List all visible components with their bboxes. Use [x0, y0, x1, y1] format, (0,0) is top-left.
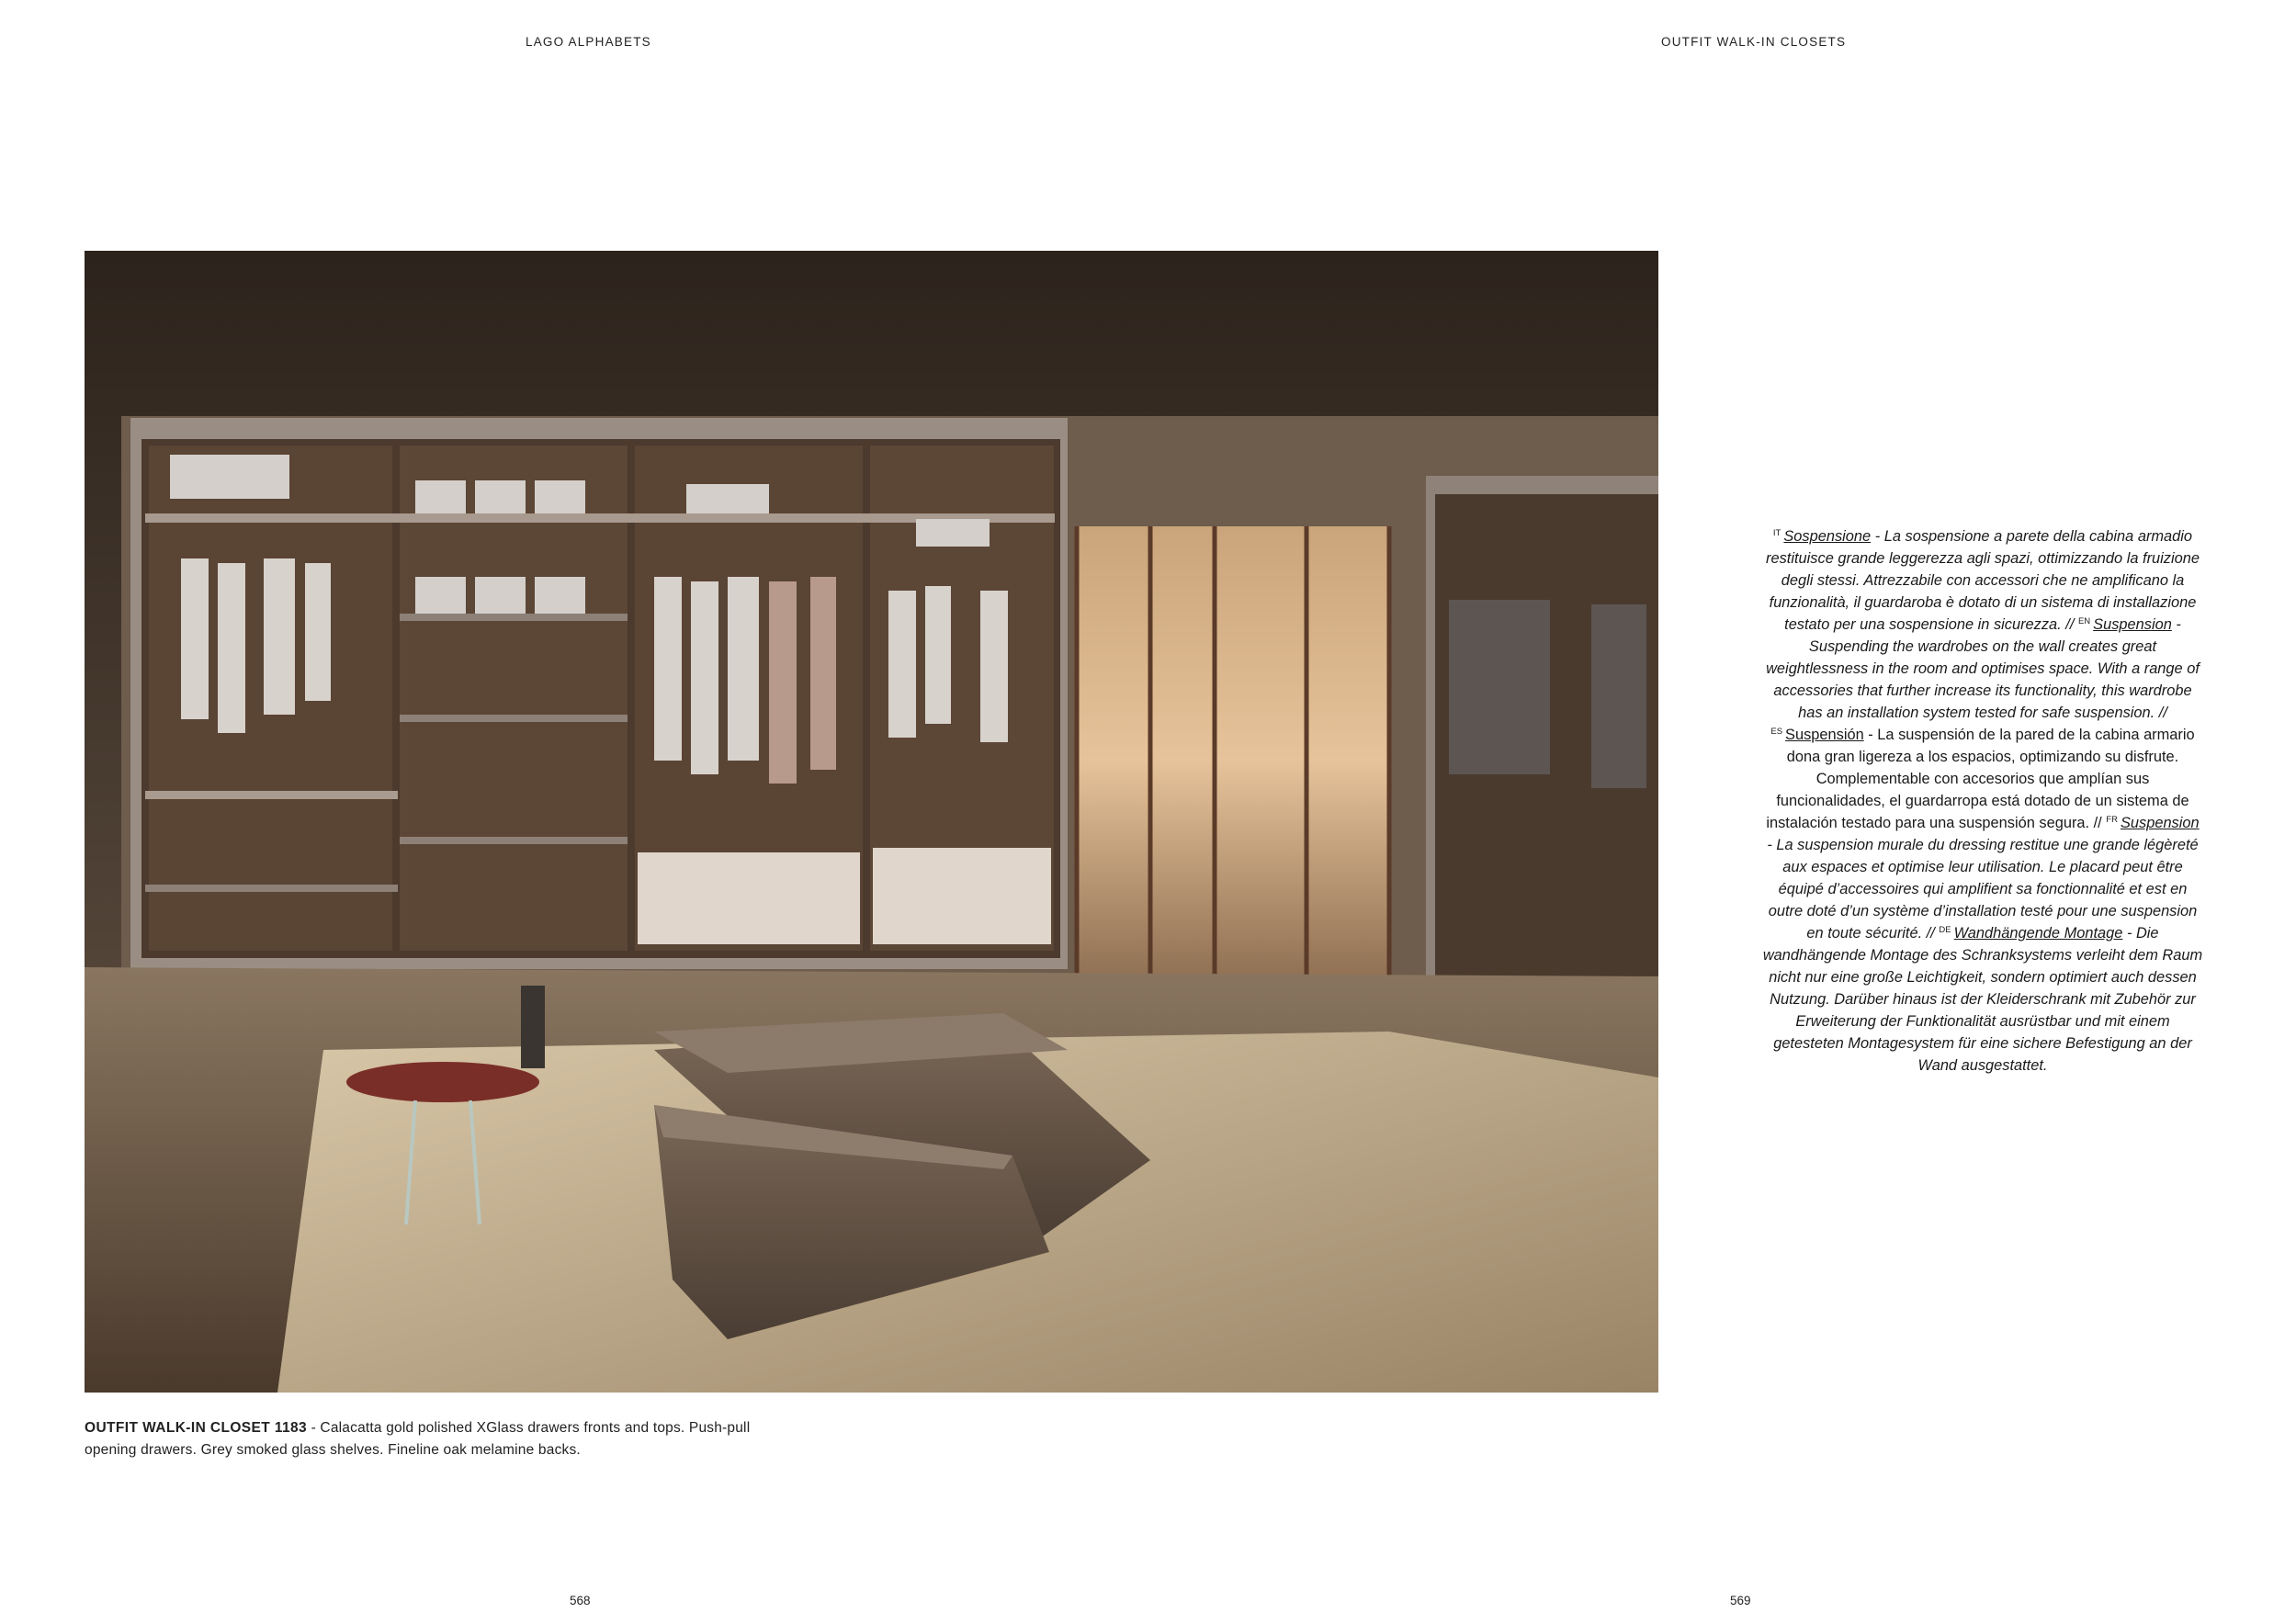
text-fr: - La suspension murale du dressing restitue une grande légèreté aux espaces et optimise leur utilisation. Le placard peut être équipé d’accessoires qui amplifient sa fonctionnalité et est en outre doté d’un système d’installation testé pour une suspension en toute sécurité. //: [1767, 837, 2199, 942]
keyword-fr: Suspension: [2120, 815, 2200, 831]
lang-code-it: IT: [1772, 528, 1781, 538]
page-number-right: 569: [1730, 1594, 1751, 1607]
round-table: [346, 1062, 539, 1102]
lang-code-en: EN: [2077, 616, 2091, 626]
drawer-front: [638, 852, 860, 944]
photo-caption: [85, 1417, 783, 1461]
text-de: - Die wandhängende Montage des Schranksystems verleiht dem Raum nicht nur eine große Leichtigkeit, sondern optimiert auch dessen Nutzung. Darüber hinaus ist der Kleiderschrank mit Zubehör zur Erweiterung der Funktionalität ausrüstbar und mit einem getesteten Montagesystem für eine sichere Befestigung an der Wand ausgestattet.: [1762, 925, 2203, 1074]
keyword-es: Suspensión: [1785, 727, 1864, 743]
page-number-left: 568: [570, 1594, 591, 1607]
lang-code-de: DE: [1939, 925, 1951, 935]
walk-in-closet-photo: [85, 251, 1658, 1393]
walk-in-closet-illustration: [85, 251, 1658, 1393]
keyword-it: Sospensione: [1783, 528, 1872, 545]
keyword-de: Wandhängende Montage: [1953, 925, 2123, 942]
glass-doors: [1077, 526, 1389, 995]
running-header-right: OUTFIT WALK-IN CLOSETS: [1661, 35, 1847, 49]
running-header-left: LAGO ALPHABETS: [526, 35, 651, 49]
drawer-front: [873, 848, 1051, 944]
text-it: - La sospensione a parete della cabina armadio restituisce grande leggerezza agli spazi, ottimizzando la fruizione degli stessi. Attrezzabile con accessori che ne amplificano la funzionalità, il guardaroba è dotato di un sistema di installazione testato per una sospensione in sicurezza. //: [1766, 528, 2200, 633]
description-german: [1763, 925, 2202, 1074]
caption-title: OUTFIT WALK-IN CLOSET 1183: [85, 1420, 308, 1436]
text-es: - La suspensión de la pared de la cabina armario dona gran ligereza a los espacios, optimizando su disfrute. Complementable con accesorios que amplían sus funcionalidades, el guardarropa está dotado de un sistema de instalación testado para una suspensión segura. //: [1766, 727, 2195, 831]
product-description: [1762, 525, 2203, 1077]
vase: [521, 986, 545, 1068]
text-en: - Suspending the wardrobes on the wall creates great weightlessness in the room and optimises space. With a range of accessories that further increase its functionality, this wardrobe has an installation system tested for safe suspension. //: [1766, 616, 2200, 721]
caption-text: - Calacatta gold polished XGlass drawers fronts and tops. Push-pull opening drawers. Grey smoked glass shelves. Fineline oak melamine backs.: [85, 1420, 751, 1458]
keyword-en: Suspension: [2093, 616, 2172, 633]
description-french: [1767, 815, 2199, 942]
lang-code-fr: FR: [2106, 815, 2118, 825]
lang-code-es: ES: [1770, 727, 1783, 737]
